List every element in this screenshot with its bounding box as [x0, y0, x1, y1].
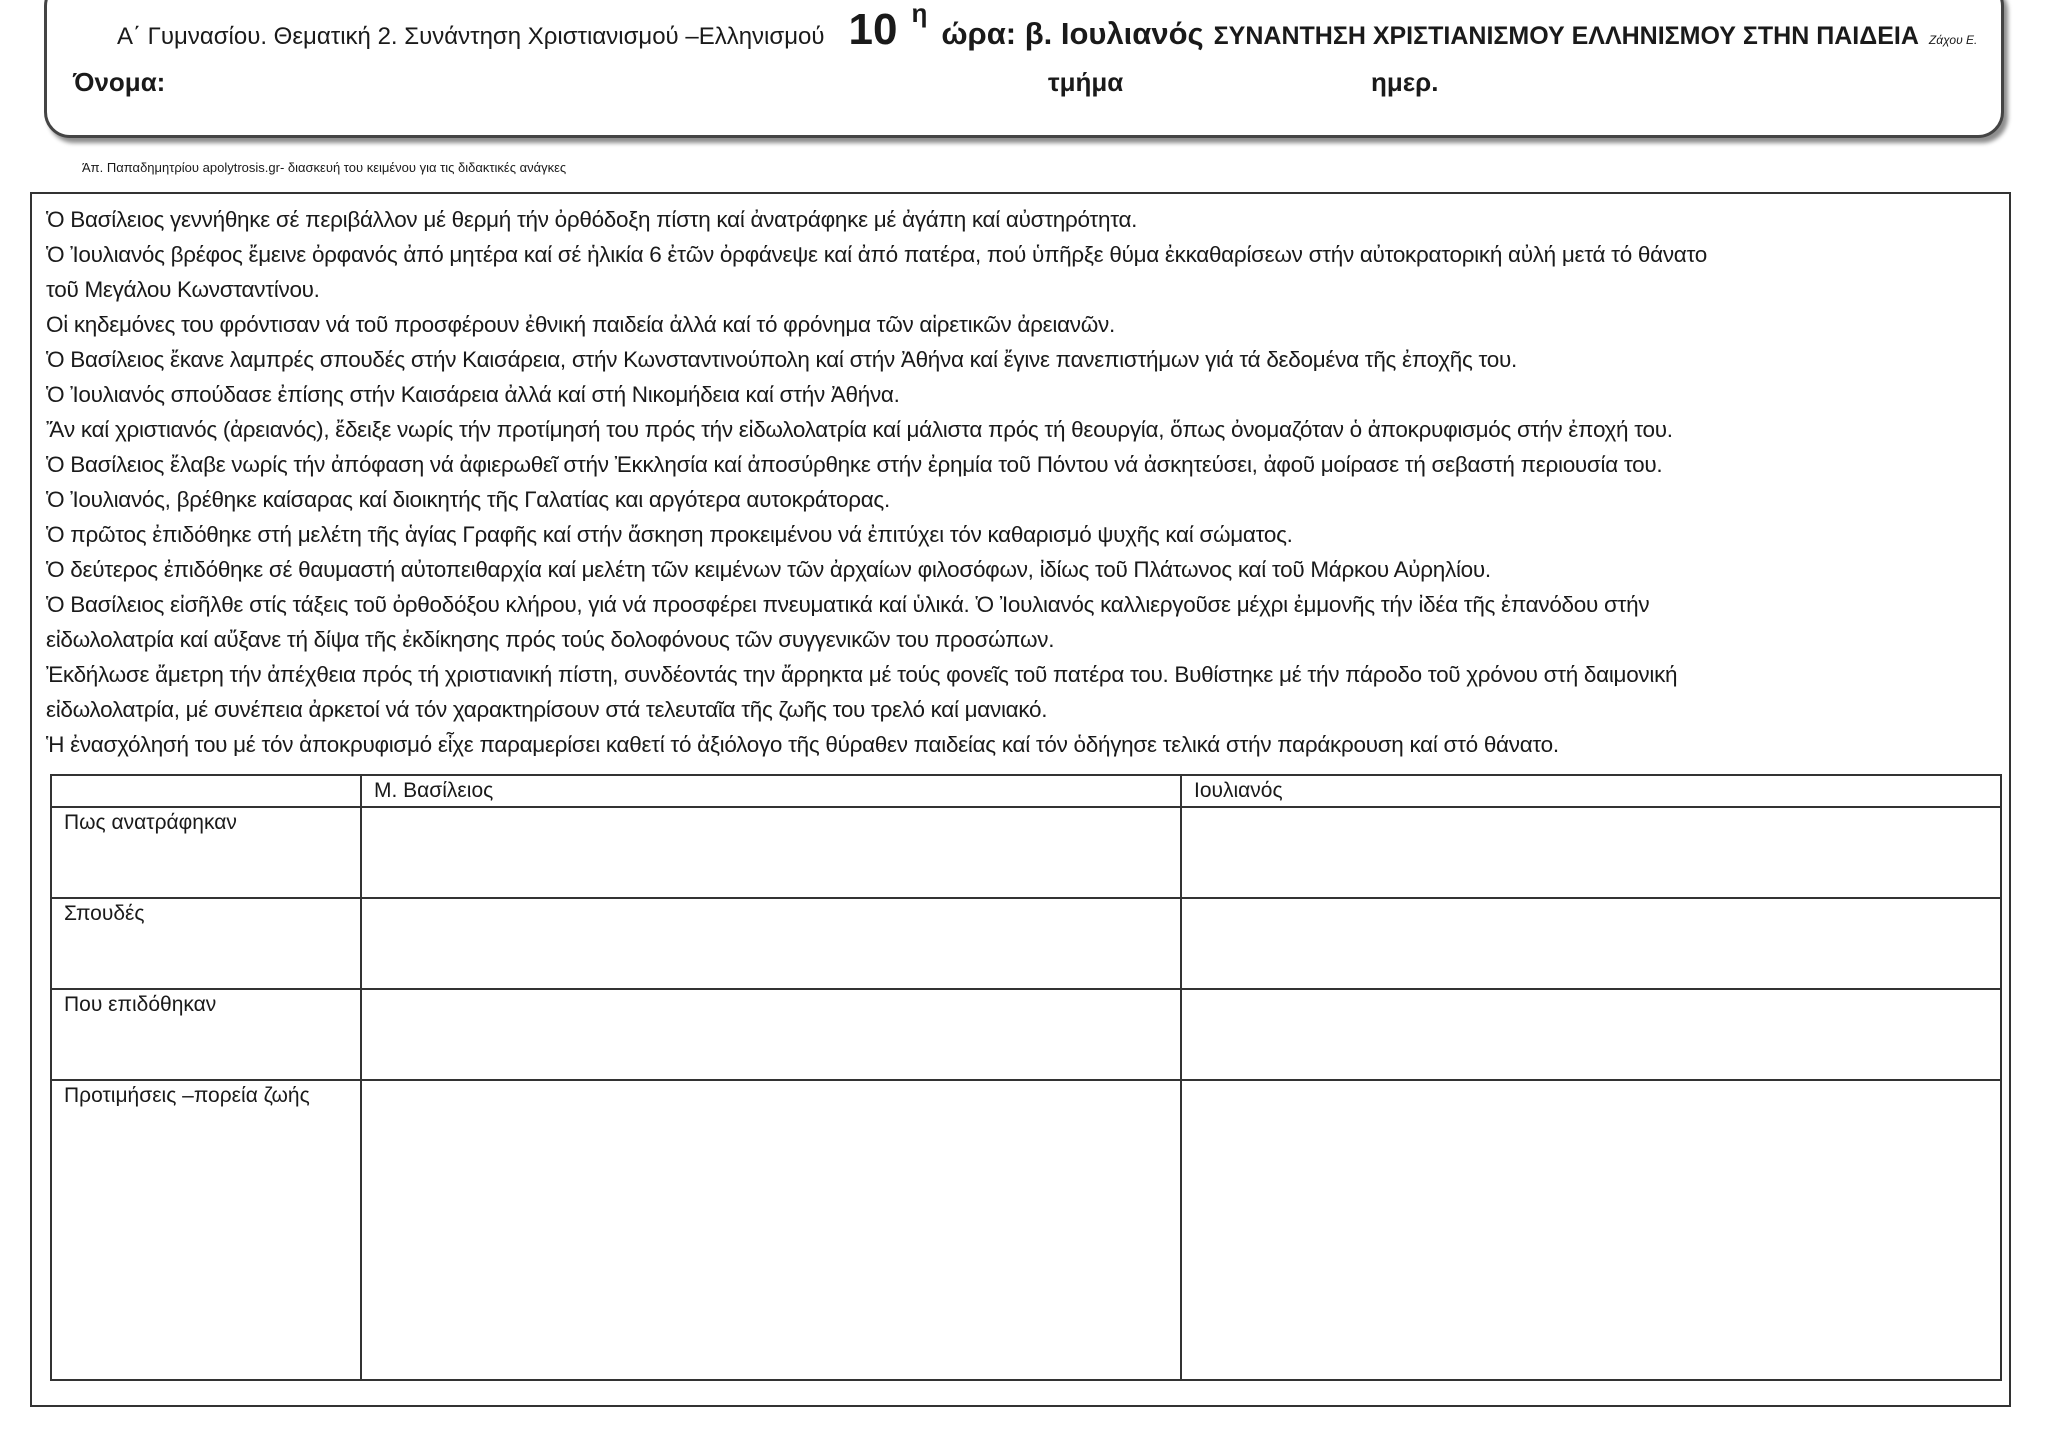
worksheet-box [30, 192, 2011, 1407]
row-label: Που επιδόθηκαν [51, 989, 361, 1080]
table-row [51, 807, 2001, 898]
section-label: τμήμα [1048, 67, 1124, 97]
answer-cell-basil[interactable] [361, 989, 1181, 1080]
hour-superscript: η [911, 0, 928, 28]
name-label: Όνομα: [73, 67, 166, 97]
header-cell-empty [51, 775, 361, 807]
hour-number: 10 [848, 5, 898, 54]
row-label: Προτιμήσεις –πορεία ζωής [51, 1080, 361, 1380]
text-passage [46, 202, 1996, 762]
row-label: Σπουδές [51, 898, 361, 989]
text-line: Ὁ Ἰουλιανός σπούδασε ἐπίσης στήν Καισάρεια ἀλλά καί στή Νικομήδεια καί στήν Ἀθήνα. [46, 382, 900, 407]
text-line: Ὁ Βασίλειος γεννήθηκε σέ περιβάλλον μέ θερμή τήν ὀρθόδοξη πίστη καί ἀνατράφηκε μέ ἀγάπη καί αὐστηρότητα. [46, 207, 1138, 232]
hour-title: ώρα: β. Ιουλιανός [941, 16, 1204, 51]
text-line: Ὁ Βασίλειος ἔλαβε νωρίς τήν ἀπόφαση νά ἀφιερωθεῖ στήν Ἐκκλησία καί ἀποσύρθηκε στήν ἐρημία τοῦ Πόντου νά ἀσκητεύσει, ἀφοῦ μοίρασε τή σεβαστή περιουσία του. [46, 452, 1663, 477]
header-cell-basil: Μ. Βασίλειος [361, 775, 1181, 807]
text-line: Ἄν καί χριστιανός (ἀρειανός), ἔδειξε νωρίς τήν προτίμησή του πρός τήν εἰδωλολατρία καί μάλιστα πρός τή θεουργία, ὅπως ὀνομαζόταν ὁ ἀποκρυφισμός στήν ἐποχή του. [46, 417, 1673, 442]
answer-cell-basil[interactable] [361, 898, 1181, 989]
text-line: Ὁ δεύτερος ἐπιδόθηκε σέ θαυμαστή αὐτοπειθαρχία καί μελέτη τῶν κειμένων τῶν ἀρχαίων φιλοσόφων, ἰδίως τοῦ Πλάτωνος καί τοῦ Μάρκου Αὐρηλίου. [46, 557, 1491, 582]
table-header-row [51, 775, 2001, 807]
date-label: ημερ. [1371, 67, 1439, 97]
header-cell-julian: Ιουλιανός [1181, 775, 2001, 807]
answer-cell-basil[interactable] [361, 1080, 1181, 1380]
text-line: Ἐκδήλωσε ἄμετρη τήν ἀπέχθεια πρός τή χριστιανική πίστη, συνδέοντάς την ἄρρηκτα μέ τούς φονεῖς τοῦ πατέρα του. Βυθίστηκε μέ τήν πάροδο τοῦ χρόνου στή δαιμονική [46, 662, 1678, 687]
text-line: εἰδωλολατρία καί αὔξανε τή δίψα τῆς ἐκδίκησης πρός τούς δολοφόνους τῶν συγγενικῶν του προσώπων. [46, 627, 1055, 652]
author-name: Ζάχου Ε. [1928, 33, 1978, 47]
header-intro: Α΄ Γυμνασίου. Θεματική 2. Συνάντηση Χριστιανισμού –Ελληνισμού [117, 23, 825, 50]
table-row [51, 898, 2001, 989]
text-line: Ἡ ἐνασχόλησή του μέ τόν ἀποκρυφισμό εἶχε παραμερίσει καθετί τό ἀξιόλογο τῆς θύραθεν παιδείας καί τόν ὁδήγησε τελικά στήν παράκρουση καί στό θάνατο. [46, 732, 1559, 757]
answer-cell-julian[interactable] [1181, 1080, 2001, 1380]
answer-cell-julian[interactable] [1181, 807, 2001, 898]
text-line: εἰδωλολατρία, μέ συνέπεια ἀρκετοί νά τόν χαρακτηρίσουν στά τελευταῖα τῆς ζωῆς του τρελό καί μανιακό. [46, 697, 1048, 722]
text-line: Ὁ Ἰουλιανός βρέφος ἔμεινε ὀρφανός ἀπό μητέρα καί σέ ἡλικία 6 ἐτῶν ὀρφάνεψε καί ἀπό πατέρα, πού ὑπῆρξε θύμα ἐκκαθαρίσεων στήν αὐτοκρατορική αὐλή μετά τό θάνατο [46, 242, 1707, 267]
text-line: Ὁ Βασίλειος εἰσῆλθε στίς τάξεις τοῦ ὀρθοδόξου κλήρου, γιά νά προσφέρει πνευματικά καί ὑλικά. Ὁ Ἰουλιανός καλλιεργοῦσε μέχρι ἐμμονῆς τήν ἰδέα τῆς ἐπανόδου στήν [46, 592, 1650, 617]
answer-cell-basil[interactable] [361, 807, 1181, 898]
text-line: Ὁ πρῶτος ἐπιδόθηκε στή μελέτη τῆς ἁγίας Γραφῆς καί στήν ἄσκηση προκειμένου νά ἐπιτύχει τόν καθαρισμό ψυχῆς καί σώματος. [46, 522, 1293, 547]
text-line: Ὁ Ἰουλιανός, βρέθηκε καίσαρας καί διοικητής τῆς Γαλατίας και αργότερα αυτοκράτορας. [46, 487, 890, 512]
text-line: Ὁ Βασίλειος ἔκανε λαμπρές σπουδές στήν Καισάρεια, στήν Κωνσταντινούπολη καί στήν Ἀθήνα καί ἔγινε πανεπιστήμων γιά τά δεδομένα τῆς ἐποχῆς του. [46, 347, 1517, 372]
header-box [44, 0, 2004, 138]
header-title-line [117, 0, 1978, 54]
row-label: Πως ανατράφηκαν [51, 807, 361, 898]
text-line: τοῦ Μεγάλου Κωνσταντίνου. [46, 277, 320, 302]
table-row [51, 1080, 2001, 1380]
table-row [51, 989, 2001, 1080]
credit-line: Άπ. Παπαδημητρίου apolytrosis.gr- διασκευή του κειμένου για τις διδακτικές ανάγκες [82, 160, 567, 175]
answer-cell-julian[interactable] [1181, 989, 2001, 1080]
text-line: Οἱ κηδεμόνες του φρόντισαν νά τοῦ προσφέρουν ἐθνική παιδεία ἀλλά καί τό φρόνημα τῶν αἱρετικῶν ἀρειανῶν. [46, 312, 1115, 337]
comparison-table [50, 774, 2002, 1381]
header-subtitle: ΣΥΝΑΝΤΗΣΗ ΧΡΙΣΤΙΑΝΙΣΜΟΥ ΕΛΛΗΝΙΣΜΟΥ ΣΤΗΝ ΠΑΙΔΕΙΑ [1213, 22, 1919, 50]
answer-cell-julian[interactable] [1181, 898, 2001, 989]
